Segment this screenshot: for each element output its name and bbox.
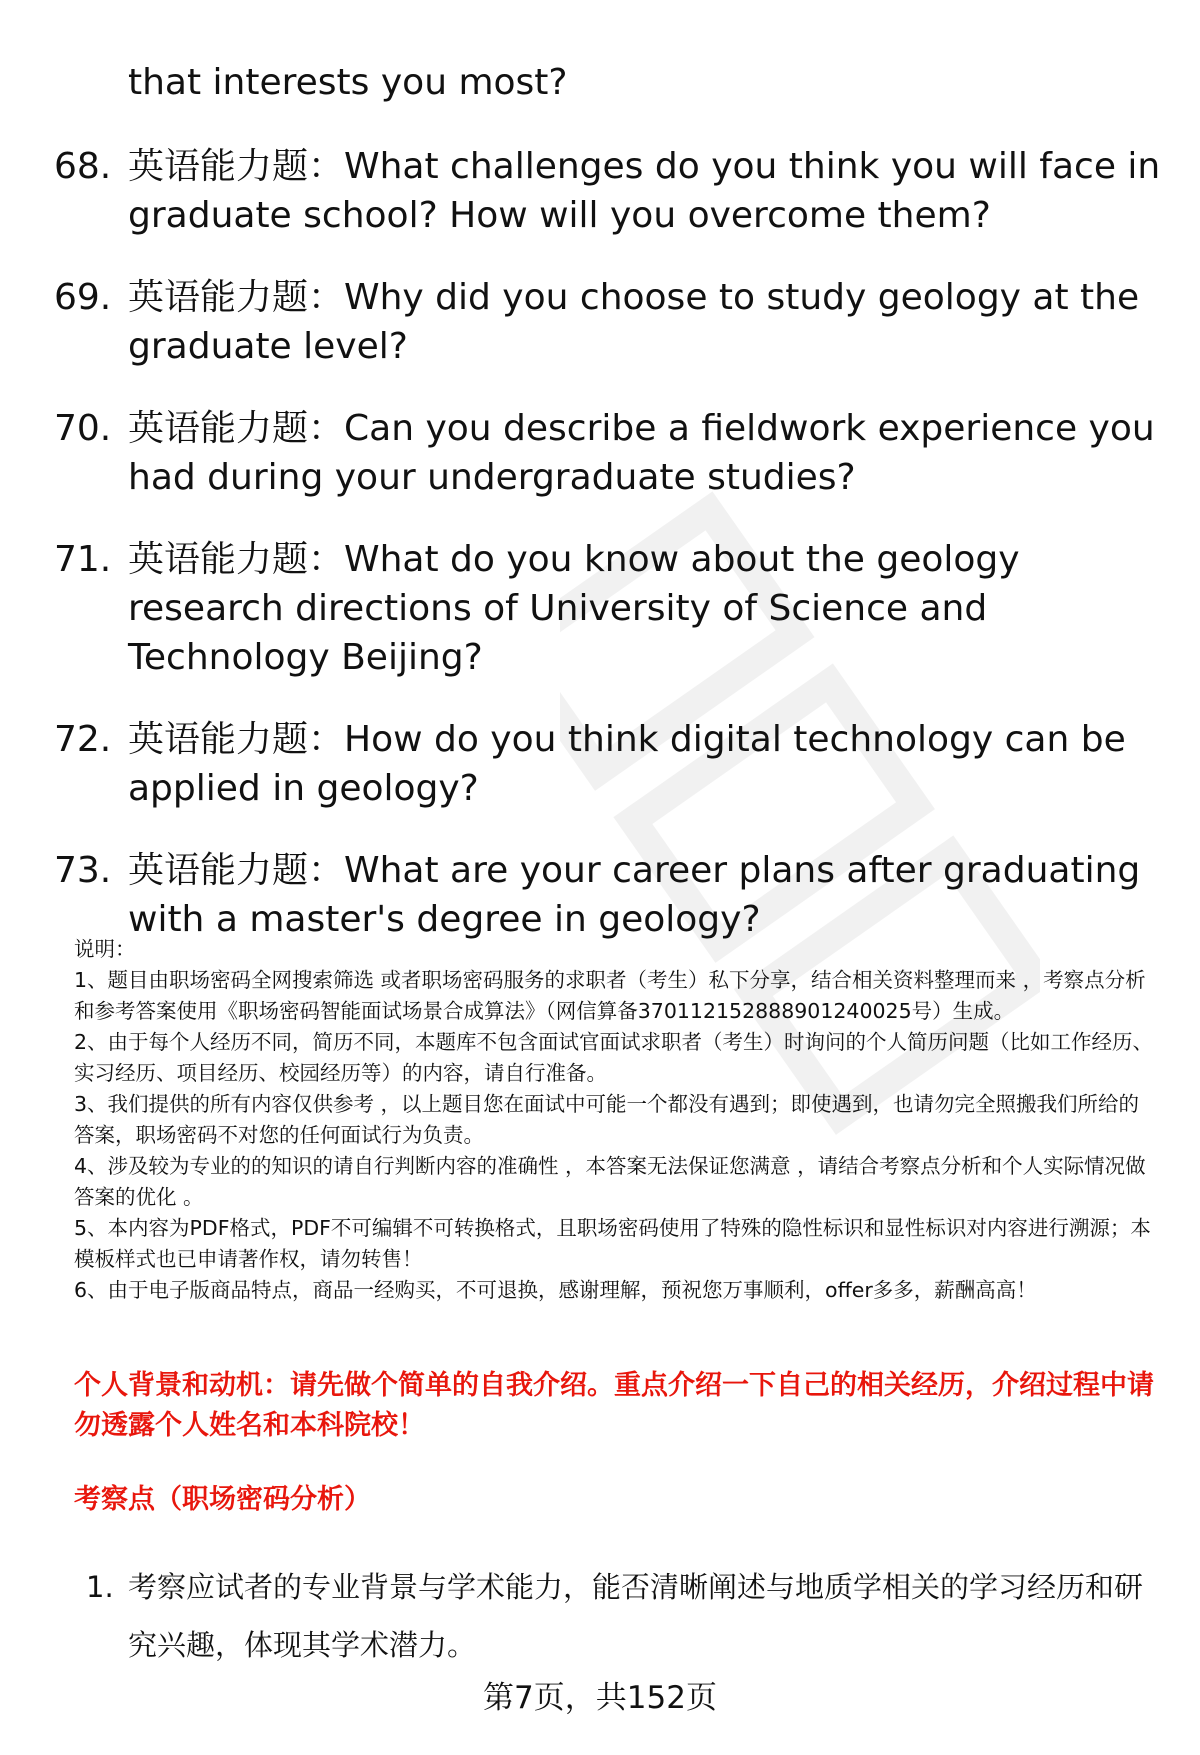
question-item: [0, 715, 1168, 813]
note-item: 5、本内容为PDF格式，PDF不可编辑不可转换格式，且职场密码使用了特殊的隐性标识和显性标识对内容进行溯源；本模板样式也已申请著作权，请勿转售！: [74, 1216, 1151, 1271]
point-number: 1.: [86, 1570, 114, 1604]
question-list: [0, 142, 1200, 977]
question-number: 69.: [54, 277, 112, 318]
question-text: 英语能力题：What do you know about the geology research directions of University of Science and Technology Beijing?: [128, 539, 1020, 678]
question-number: 70.: [54, 408, 112, 449]
question-text: 英语能力题：How do you think digital technology can be applied in geology?: [128, 719, 1126, 809]
question-item: [0, 404, 1168, 502]
question-item: [0, 535, 1168, 682]
question-text: 英语能力题：Why did you choose to study geology at the graduate level?: [128, 277, 1140, 367]
notes-title: 说明：: [74, 937, 136, 961]
point-text: 考察应试者的专业背景与学术能力，能否清晰阐述与地质学相关的学习经历和研究兴趣，体现其学术潜力。: [128, 1570, 1144, 1662]
question-text: 英语能力题：Can you describe a fieldwork experience you had during your undergraduate studies?: [128, 408, 1155, 498]
question-item: [0, 846, 1168, 944]
note-item: 2、由于每个人经历不同，简历不同，本题库不包含面试官面试求职者（考生）时询问的个人简历问题（比如工作经历、实习经历、项目经历、校园经历等）的内容，请自行准备。: [74, 1030, 1154, 1085]
question-text: 英语能力题：What are your career plans after graduating with a master's degree in geology?: [128, 850, 1141, 940]
note-item: 3、我们提供的所有内容仅供参考 ，以上题目您在面试中可能一个都没有遇到；即使遇到，也请勿完全照搬我们所给的答案，职场密码不对您的任何面试行为负责。: [74, 1092, 1140, 1147]
section-heading: 个人背景和动机：请先做个简单的自我介绍。重点介绍一下自己的相关经历，介绍过程中请勿透露个人姓名和本科院校！: [74, 1370, 1154, 1441]
note-item: 4、涉及较为专业的的知识的请自行判断内容的准确性 ，本答案无法保证您满意 ，请结合考察点分析和个人实际情况做答案的优化 。: [74, 1154, 1146, 1209]
question-number: 72.: [54, 719, 112, 760]
question-continuation: that interests you most?: [128, 62, 568, 103]
page-number-footer: 第7页，共152页: [483, 1680, 717, 1716]
question-text: 英语能力题：What challenges do you think you will face in graduate school? How will you overcome them?: [128, 146, 1161, 236]
point-list: [0, 1558, 1200, 1674]
question-number: 71.: [54, 539, 112, 580]
question-number: 68.: [54, 146, 112, 187]
question-item: [0, 142, 1168, 240]
notes-section: [74, 934, 1154, 1306]
section-subheading: 考察点（职场密码分析）: [74, 1484, 371, 1515]
note-item: 6、由于电子版商品特点，商品一经购买，不可退换，感谢理解，预祝您万事顺利，offer多多，薪酬高高！: [74, 1278, 1037, 1302]
note-item: 1、题目由职场密码全网搜索筛选 或者职场密码服务的求职者（考生）私下分享，结合相关资料整理而来 ，考察点分析和参考答案使用《职场密码智能面试场景合成算法》（网信算备370112152888901240025号）生成。: [74, 968, 1146, 1023]
point-item: [0, 1558, 1148, 1674]
question-number: 73.: [54, 850, 112, 891]
question-item: [0, 273, 1168, 371]
